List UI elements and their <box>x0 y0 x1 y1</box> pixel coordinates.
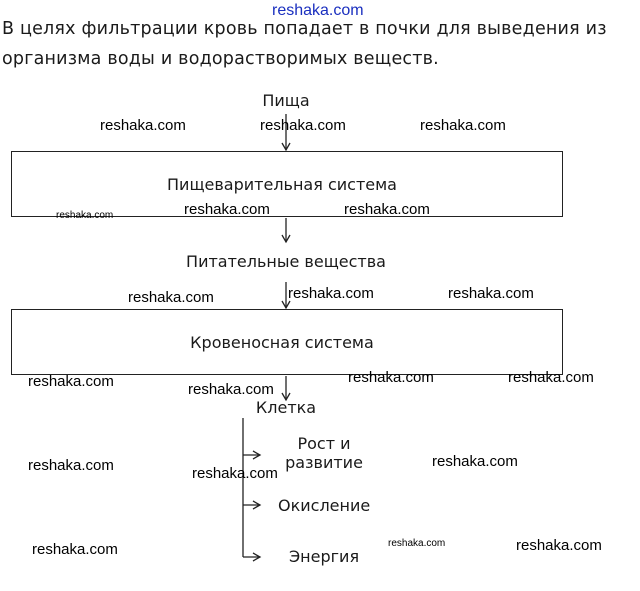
watermark-top: reshaka.com <box>272 2 364 19</box>
box-digestive-system-label: Пищеварительная система <box>167 174 397 194</box>
box-circulatory-system <box>11 309 563 375</box>
watermark: reshaka.com <box>192 465 278 482</box>
label-oxidation: Окисление <box>278 496 371 515</box>
watermark: reshaka.com <box>128 289 214 306</box>
watermark: reshaka.com <box>348 369 434 386</box>
watermark: reshaka.com <box>432 453 518 470</box>
watermark: reshaka.com <box>344 201 430 218</box>
label-nutrients: Питательные вещества <box>186 252 386 271</box>
watermark: reshaka.com <box>188 381 274 398</box>
watermark: reshaka.com <box>448 285 534 302</box>
watermark: reshaka.com <box>56 210 114 221</box>
box-circulatory-system-label: Кровеносная система <box>190 332 374 352</box>
watermark: reshaka.com <box>516 537 602 554</box>
intro-line-2: организма воды и водорастворимых веществ. <box>2 49 439 69</box>
watermark: reshaka.com <box>260 117 346 134</box>
label-growth: Рост и развитие <box>285 434 363 472</box>
intro-line-1: В целях фильтрации кровь попадает в почки для выведения из <box>2 19 607 39</box>
label-cell: Клетка <box>255 398 317 417</box>
watermark: reshaka.com <box>508 369 594 386</box>
watermark: reshaka.com <box>32 541 118 558</box>
watermark: reshaka.com <box>288 285 374 302</box>
watermark: reshaka.com <box>100 117 186 134</box>
watermark: reshaka.com <box>420 117 506 134</box>
watermark: reshaka.com <box>28 373 114 390</box>
label-food: Пища <box>262 91 310 110</box>
label-energy: Энергия <box>289 547 360 566</box>
watermark: reshaka.com <box>388 538 446 549</box>
box-digestive-system <box>11 151 563 217</box>
watermark: reshaka.com <box>184 201 270 218</box>
watermark: reshaka.com <box>28 457 114 474</box>
